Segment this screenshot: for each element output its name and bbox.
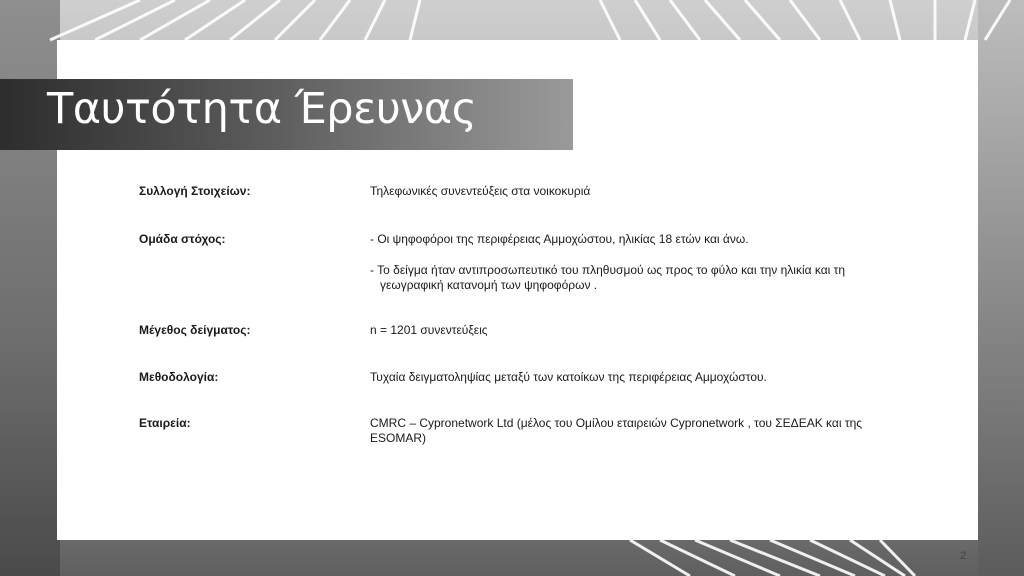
row-value-text: n = 1201 συνεντεύξεις	[370, 323, 488, 337]
row-label: Εταιρεία:	[139, 416, 191, 430]
row-label: Συλλογή Στοιχείων:	[139, 184, 251, 198]
row-label: Ομάδα στόχος:	[139, 232, 226, 246]
row-value	[370, 416, 880, 446]
row-value-text: CMRC – Cypronetwork Ltd (μέλος του Ομίλου εταιρειών Cypronetwork , του ΣΕΔΕΑΚ και της ESOMAR)	[370, 416, 863, 445]
page-title: Ταυτότητα Έρευνας	[47, 84, 477, 134]
row-label: Μεθοδολογία:	[139, 370, 219, 384]
row-value-text: - Οι ψηφοφόροι της περιφέρειας Αμμοχώστου, ηλικίας 18 ετών και άνω.	[370, 232, 749, 246]
row-value	[370, 370, 890, 385]
page-number: 2	[960, 550, 967, 562]
row-value-text: - Το δείγμα ήταν αντιπροσωπευτικό του πληθυσμού ως προς το φύλο και την ηλικία και τη γεωγραφική κατανομή των ψηφοφόρων .	[370, 263, 846, 292]
row-value	[370, 232, 890, 247]
row-value	[370, 184, 890, 199]
row-label: Μέγεθος δείγματος:	[139, 323, 251, 337]
row-value	[370, 323, 890, 338]
row-value-text: Τηλεφωνικές συνεντεύξεις στα νοικοκυριά	[370, 184, 591, 198]
row-value	[370, 263, 895, 293]
row-value-text: Τυχαία δειγματοληψίας μεταξύ των κατοίκων της περιφέρειας Αμμοχώστου.	[370, 370, 767, 384]
